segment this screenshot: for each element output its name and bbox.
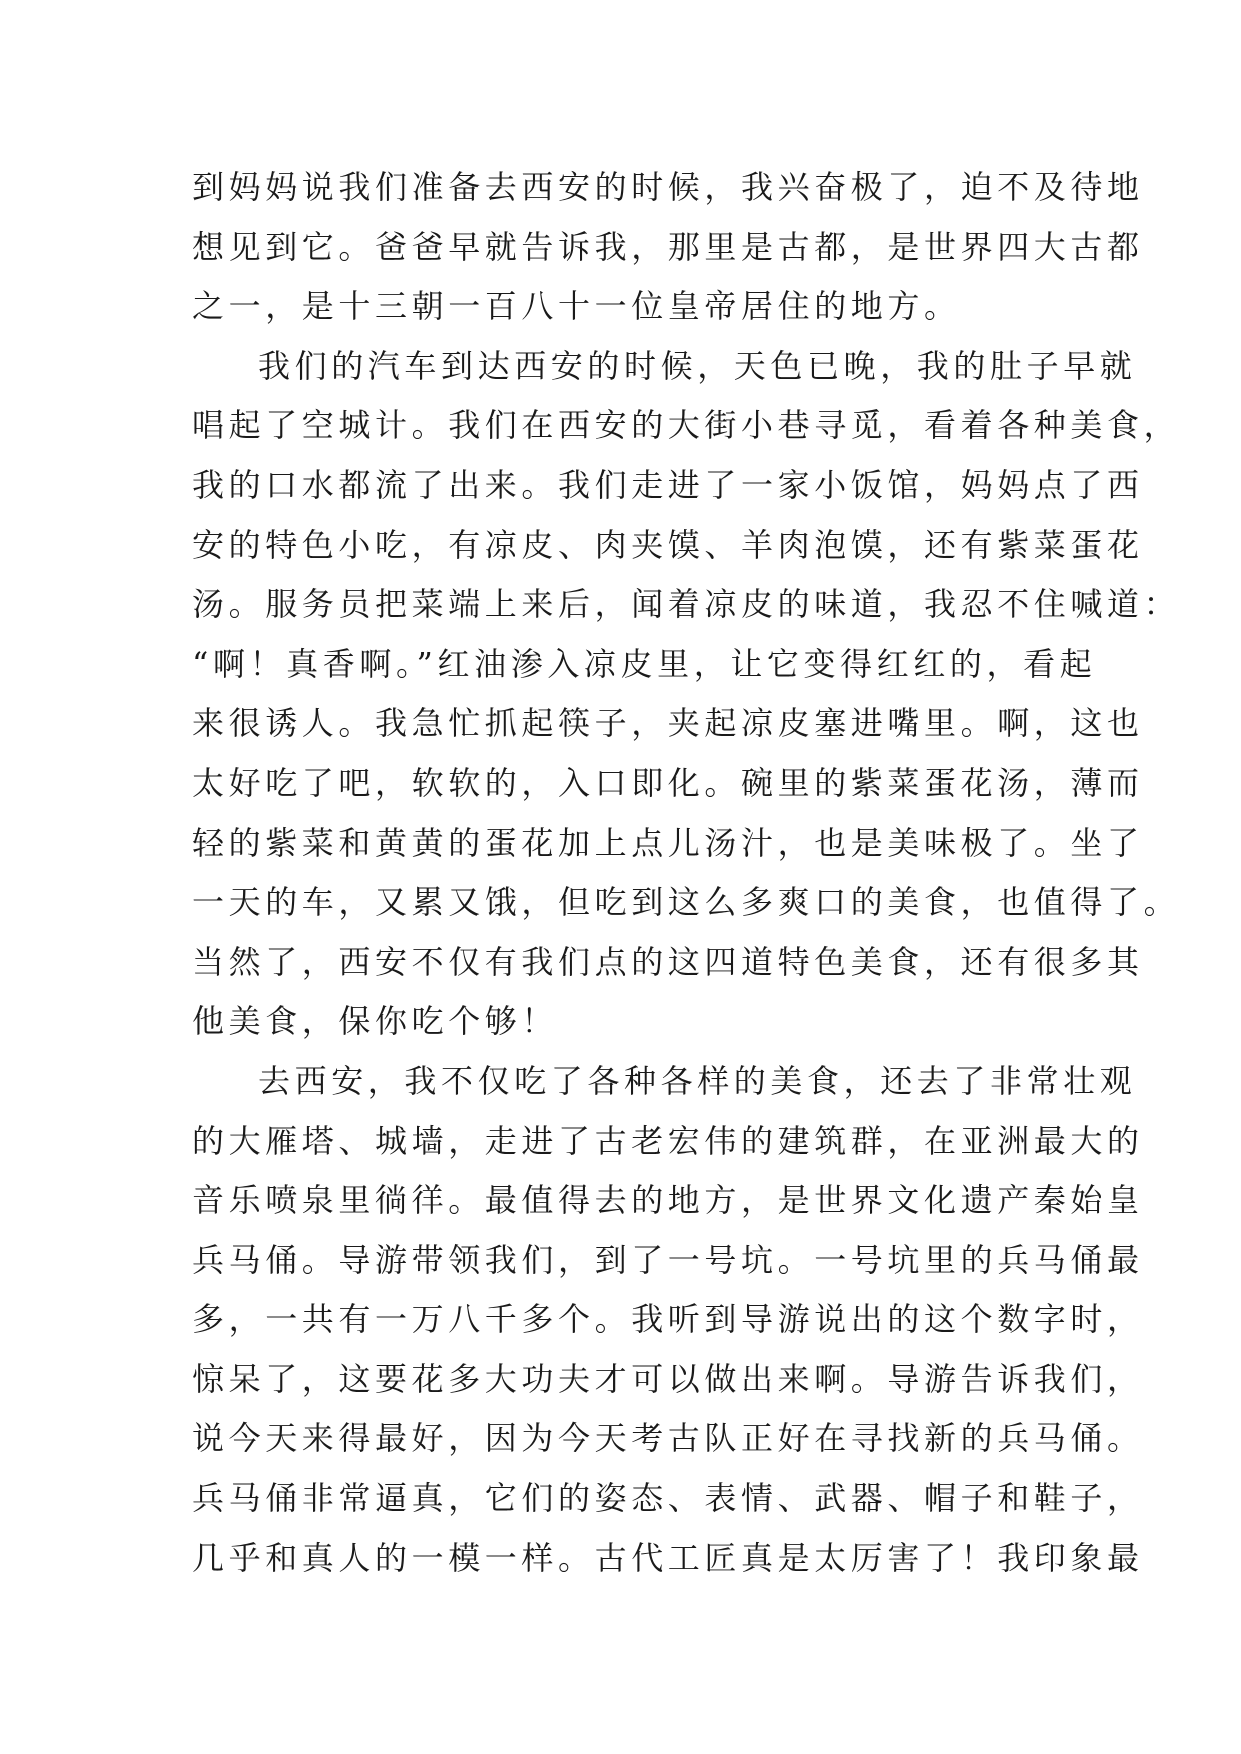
text-line: 安的特色小吃，有凉皮、肉夹馍、羊肉泡馍，还有紫菜蛋花 [192, 525, 1144, 564]
essay-body [192, 158, 1181, 1588]
text-line: 来很诱人。我急忙抓起筷子，夹起凉皮塞进嘴里。啊，这也 [192, 704, 1144, 743]
text-line: 惊呆了，这要花多大功夫才可以做出来啊。导游告诉我们， [192, 1359, 1144, 1398]
text-line: 唱起了空城计。我们在西安的大街小巷寻觅，看着各种美食， [192, 406, 1181, 445]
text-line: “啊！真香啊。”红油渗入凉皮里，让它变得红红的，看起 [192, 644, 1097, 683]
text-line: 多，一共有一万八千多个。我听到导游说出的这个数字时， [192, 1300, 1144, 1339]
paragraph-start-line: 我们的汽车到达西安的时候，天色已晚，我的肚子早就 [258, 346, 1137, 385]
text-line: 汤。服务员把菜端上来后，闻着凉皮的味道，我忍不住喊道： [192, 585, 1181, 624]
text-line: 兵马俑。导游带领我们，到了一号坑。一号坑里的兵马俑最 [192, 1240, 1144, 1279]
text-line: 之一，是十三朝一百八十一位皇帝居住的地方。 [192, 287, 961, 326]
text-line: 几乎和真人的一模一样。古代工匠真是太厉害了！我印象最 [192, 1538, 1144, 1577]
text-line: 想见到它。爸爸早就告诉我，那里是古都，是世界四大古都 [192, 227, 1144, 266]
text-line: 太好吃了吧，软软的，入口即化。碗里的紫菜蛋花汤，薄而 [192, 763, 1144, 802]
text-line: 他美食，保你吃个够！ [192, 1002, 559, 1041]
text-line: 音乐喷泉里徜徉。最值得去的地方，是世界文化遗产秦始皇 [192, 1181, 1144, 1220]
text-line: 兵马俑非常逼真，它们的姿态、表情、武器、帽子和鞋子， [192, 1479, 1144, 1518]
paragraph-start-line: 去西安，我不仅吃了各种各样的美食，还去了非常壮观 [258, 1061, 1137, 1100]
text-line: 的大雁塔、城墙，走进了古老宏伟的建筑群，在亚洲最大的 [192, 1121, 1144, 1160]
text-line: 一天的车，又累又饿，但吃到这么多爽口的美食，也值得了。 [192, 883, 1181, 922]
text-line: 轻的紫菜和黄黄的蛋花加上点儿汤汁，也是美味极了。坐了 [192, 823, 1144, 862]
text-line: 到妈妈说我们准备去西安的时候，我兴奋极了，迫不及待地 [192, 168, 1144, 206]
text-line: 说今天来得最好，因为今天考古队正好在寻找新的兵马俑。 [192, 1419, 1144, 1458]
text-line: 我的口水都流了出来。我们走进了一家小饭馆，妈妈点了西 [192, 465, 1144, 504]
text-line: 当然了，西安不仅有我们点的这四道特色美食，还有很多其 [192, 942, 1144, 981]
